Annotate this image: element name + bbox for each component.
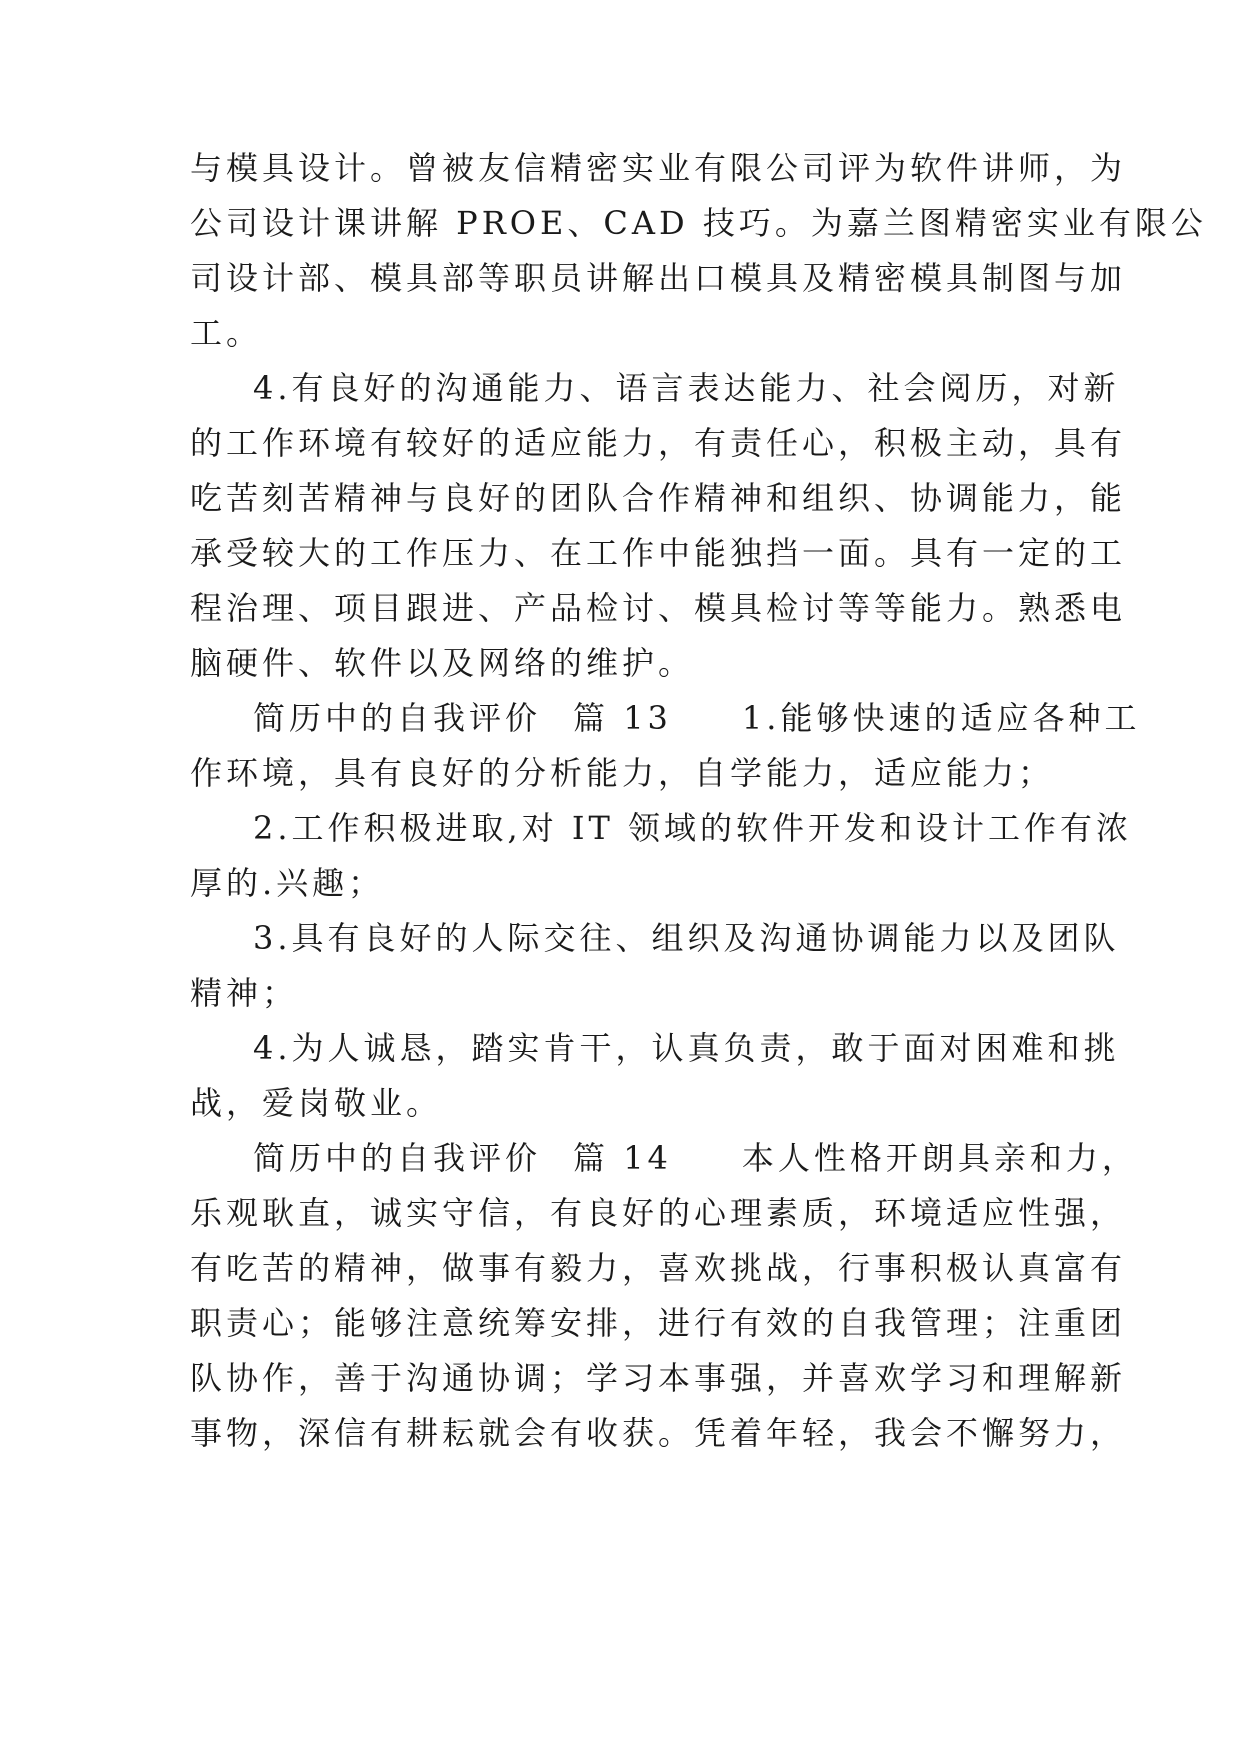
section-title: 简历中的自我评价 [253,1139,542,1177]
text-line: 作环境，具有良好的分析能力，自学能力，适应能力； [190,754,1055,792]
text-line: 4.为人诚恳，踏实肯干，认真负责，敢于面对困难和挑 [253,1029,1120,1067]
text-line: 公司设计课讲解 PROE、CAD 技巧。为嘉兰图精密实业有限公 [190,204,1207,242]
text-line: 2.工作积极进取,对 IT 领域的软件开发和设计工作有浓 [253,809,1133,847]
text-line: 乐观耿直，诚实守信，有良好的心理素质，环境适应性强， [190,1194,1127,1232]
text-line: 职责心；能够注意统筹安排，进行有效的自我管理；注重团 [190,1304,1127,1342]
text-line: 的工作环境有较好的适应能力，有责任心，积极主动，具有 [190,424,1127,462]
section-heading-line [253,698,1141,738]
section-number: 篇 13 [573,699,672,737]
text-line: 4.有良好的沟通能力、语言表达能力、社会阅历，对新 [253,369,1120,407]
text-line: 工。 [190,314,263,352]
section-title: 简历中的自我评价 [253,699,542,737]
section-text-start: 1.能够快速的适应各种工 [741,699,1141,737]
text-line: 脑硬件、软件以及网络的维护。 [190,644,695,682]
text-line: 与模具设计。曾被友信精密实业有限公司评为软件讲师，为 [190,149,1127,187]
text-line: 队协作，善于沟通协调；学习本事强，并喜欢学习和理解新 [190,1359,1127,1397]
section-heading-line [253,1138,1138,1178]
text-line: 3.具有良好的人际交往、组织及沟通协调能力以及团队 [253,919,1120,957]
text-line: 承受较大的工作压力、在工作中能独挡一面。具有一定的工 [190,534,1127,572]
text-line: 吃苦刻苦精神与良好的团队合作精神和组织、协调能力，能 [190,479,1127,517]
text-line: 战，爱岗敬业。 [190,1084,443,1122]
text-line: 有吃苦的精神，做事有毅力，喜欢挑战，行事积极认真富有 [190,1249,1127,1287]
text-line: 事物，深信有耕耘就会有收获。凭着年轻，我会不懈努力， [190,1414,1127,1452]
text-line: 程治理、项目跟进、产品检讨、模具检讨等等能力。熟悉电 [190,589,1127,627]
text-line: 精神； [190,974,299,1012]
section-text-start: 本人性格开朗具亲和力， [741,1139,1138,1177]
text-line: 厚的.兴趣； [190,864,385,902]
section-number: 篇 14 [573,1139,672,1177]
text-line: 司设计部、模具部等职员讲解出口模具及精密模具制图与加 [190,259,1127,297]
